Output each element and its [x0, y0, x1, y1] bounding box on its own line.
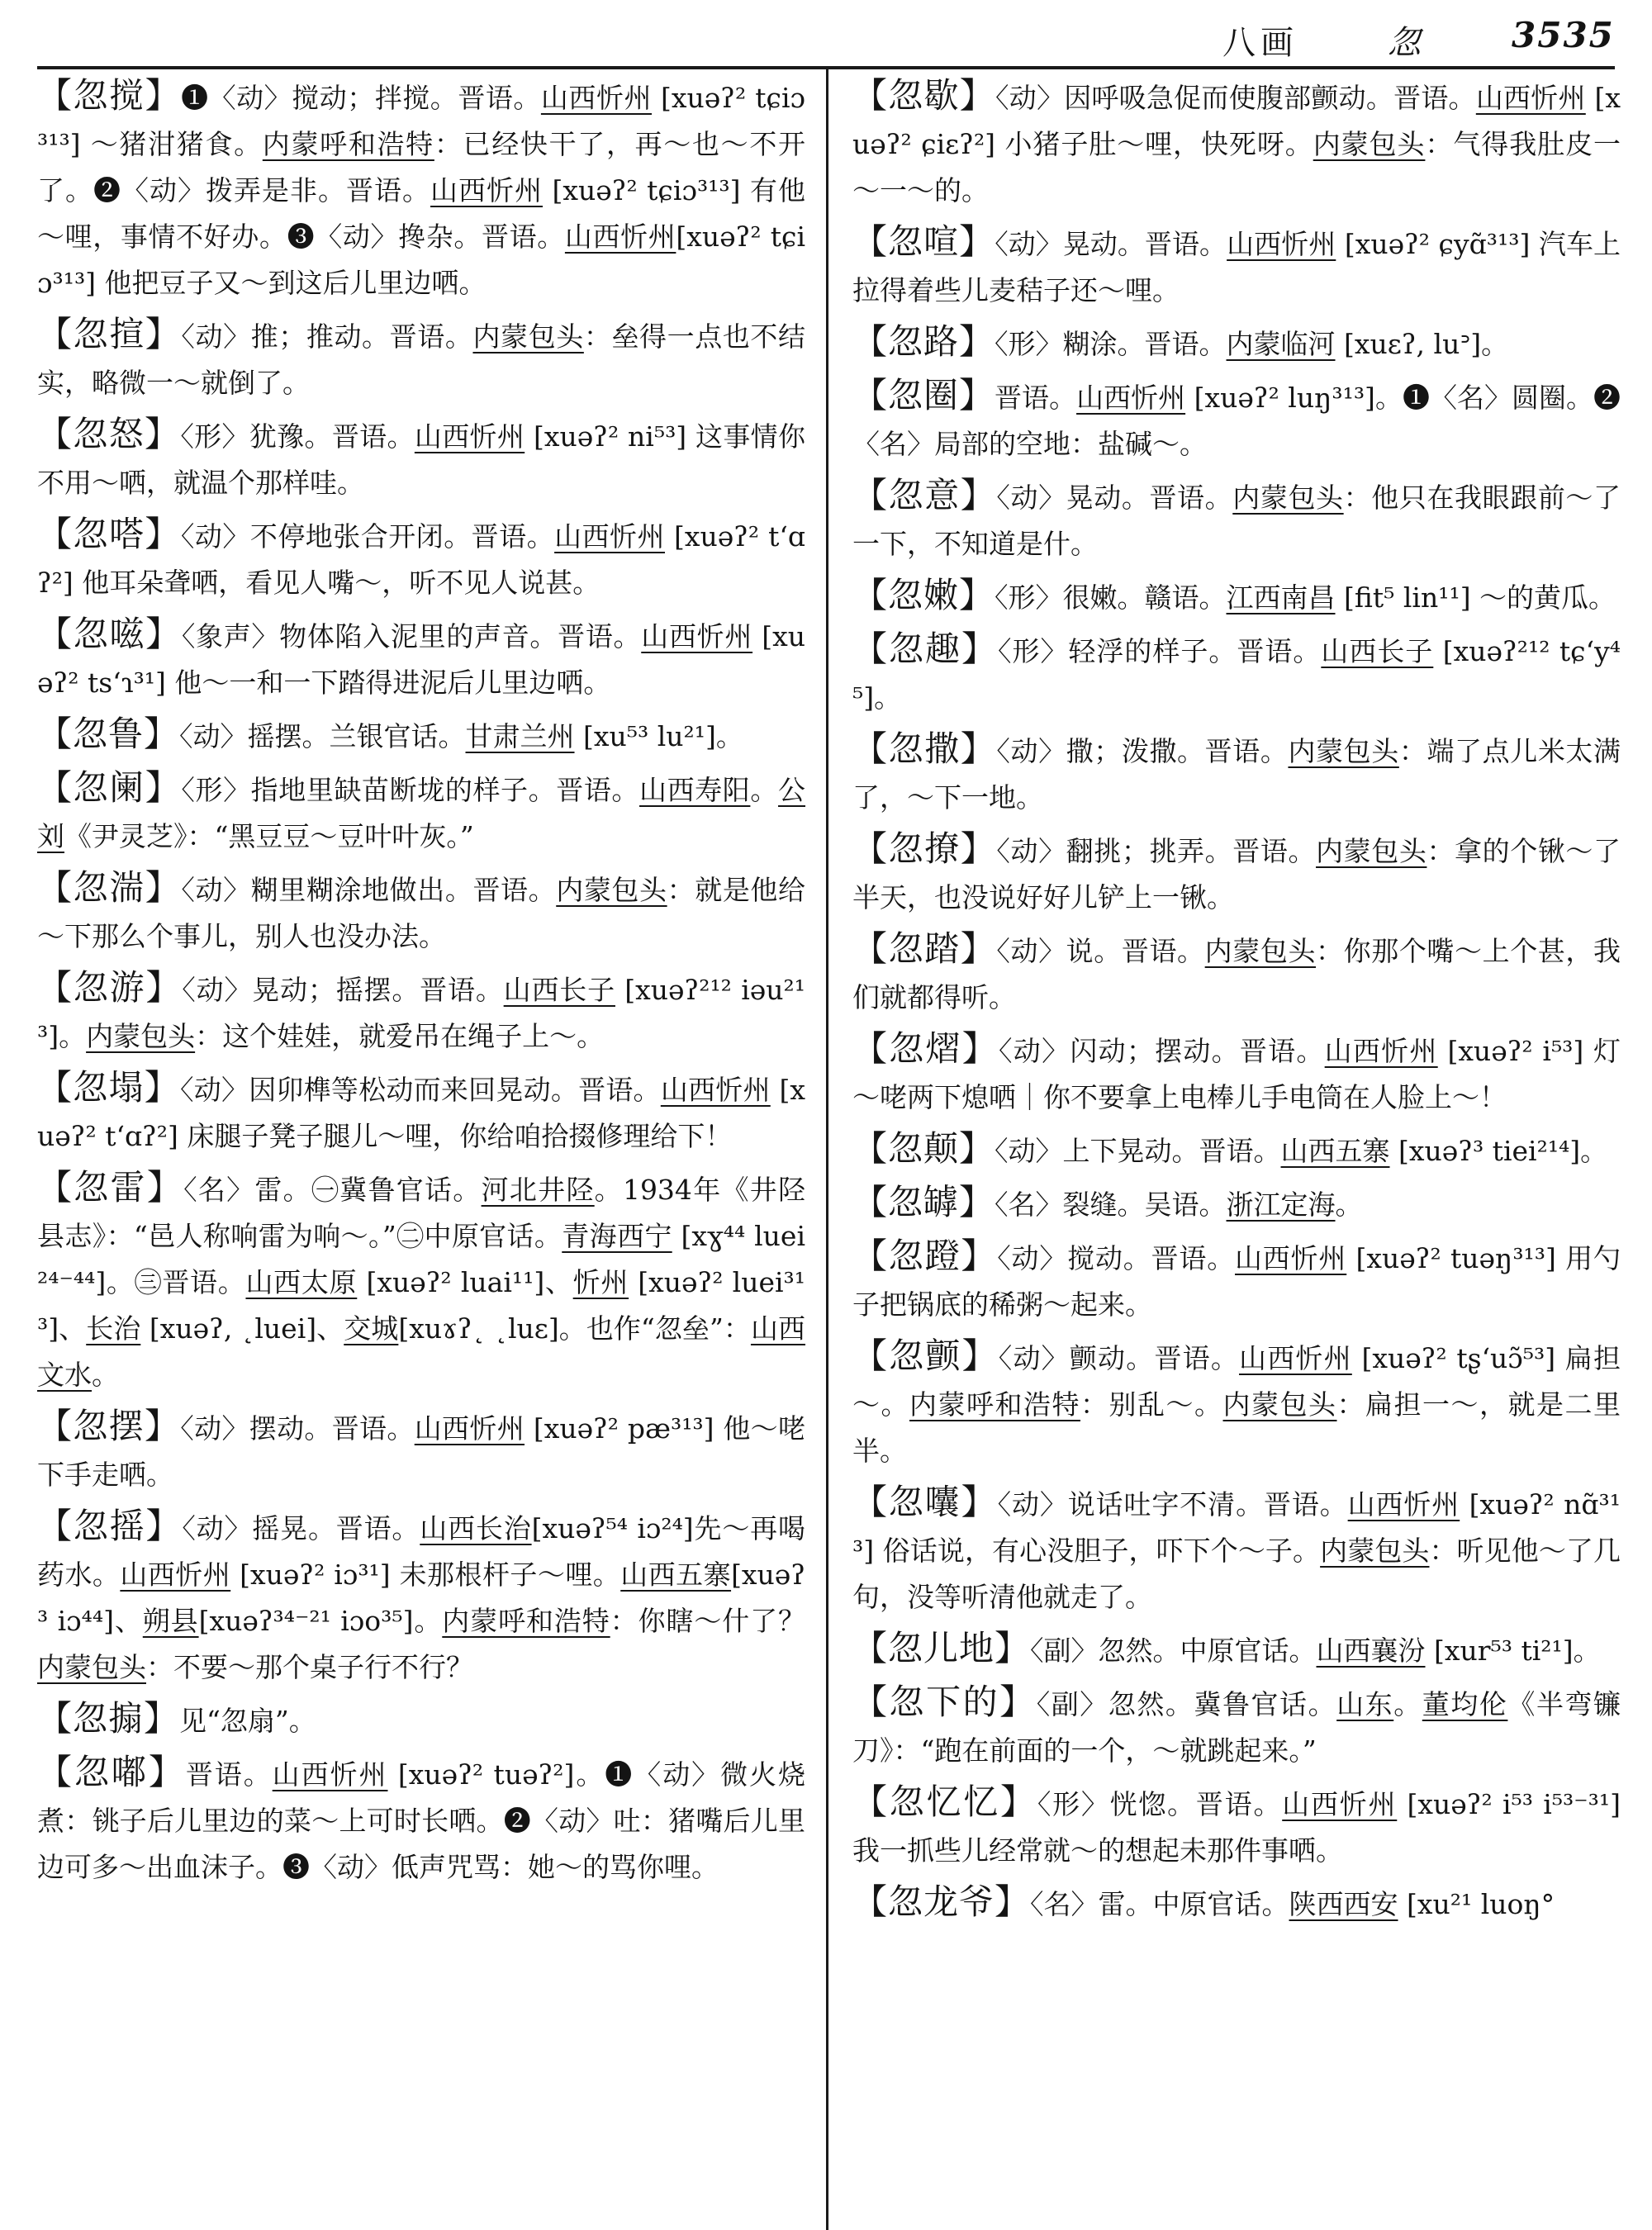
entry-headword: 【忽怒】 [37, 414, 181, 454]
entry-place-name: 山西忻州 [1324, 1035, 1438, 1067]
entry-text: [xuəʔ² tɕiɔ³¹³] 他把豆子又～到这后儿里边哂。 [37, 221, 806, 299]
entry-text: 〈动〉翻挑；挑弄。晋语。 [996, 835, 1317, 867]
running-headword: 忽 [1388, 24, 1421, 62]
dictionary-entry [37, 73, 805, 306]
page-number: 3535 [1512, 15, 1615, 55]
entry-headword: 【忽罅】 [852, 1182, 995, 1222]
entry-text: ：他只在我眼跟前～了一下，不知道是什。 [852, 482, 1621, 560]
dictionary-entry [37, 865, 805, 960]
entry-place-name: 内蒙包头 [1313, 128, 1426, 160]
entry-text: [xuɤʔ˛ ˛luɛ]。也作“忽垒”： [398, 1312, 751, 1345]
entry-headword: 【忽摇】 [37, 1506, 183, 1546]
dictionary-entry [852, 572, 1621, 621]
entry-text: [xuəʔ² i⁵³ i⁵³⁻³¹] 我一抓些儿经常就～的想起未那件事哂。 [852, 1788, 1621, 1867]
entry-headword: 【忽嫩】 [852, 575, 995, 615]
entry-headword: 【忽鲁】 [37, 714, 180, 754]
dictionary-entry [37, 1696, 805, 1744]
entry-text: 〈名〉雷。㊀冀鲁官话。 [183, 1174, 482, 1206]
entry-place-name: 山西长子 [503, 974, 615, 1006]
entry-text: 见“忽扇”。 [179, 1705, 316, 1737]
entry-text: ：别乱～。 [1080, 1388, 1223, 1421]
entry-text: [xuəʔ²¹² tɕʻy⁴⁵]。 [852, 635, 1621, 714]
entry-headword: 【忽圈】 [852, 375, 995, 415]
entry-text: ❶〈动〉搅动；拌搅。晋语。 [181, 82, 541, 114]
entry-text: [xuəʔ³⁴⁻²¹ iɔo³⁵]。 [198, 1605, 443, 1637]
entry-text: [fit⁵ lin¹¹] ～的黄瓜。 [1335, 581, 1616, 614]
entry-text: 〈形〉犹豫。晋语。 [180, 420, 415, 453]
entry-headword: 【忽游】 [37, 967, 183, 1008]
entry-place-name: 山西忻州 [554, 520, 665, 553]
entry-text: [xuəʔ² luai¹¹]、 [357, 1266, 573, 1298]
dictionary-entry [852, 1233, 1621, 1328]
entry-text: 〈动〉糊里糊涂地做出。晋语。 [181, 874, 557, 906]
entry-text: [xuəʔ² pæ³¹³] 他～咾下手走哂。 [37, 1412, 805, 1491]
entry-text: [xuəʔ² tɕiɔ³¹³] 有他～哩，事情不好办。❸〈动〉搀杂。晋语。 [37, 174, 805, 253]
entry-text: 晋语。 [185, 1758, 273, 1791]
entry-place-name: 山西忻州 [272, 1758, 388, 1791]
entry-place-name: 董均伦 [1422, 1688, 1508, 1720]
entry-place-name: 山西太原 [245, 1266, 358, 1298]
entry-text: 〈动〉说话吐字不清。晋语。 [997, 1488, 1348, 1521]
entry-place-name: 江西南昌 [1226, 581, 1336, 614]
entry-text: ：端了点儿米太满了，～下一地。 [852, 735, 1621, 814]
entry-place-name: 内蒙包头 [1222, 1388, 1337, 1421]
entry-place-name: 内蒙包头 [1288, 735, 1399, 767]
entry-place-name: 山西寿阳 [639, 774, 751, 806]
entry-headword: 【忽儿地】 [852, 1628, 1031, 1668]
entry-text: [xuəʔ² i⁵³] 灯～咾两下熄哂｜你不要拿上电棒儿手电筒在人脸上～！ [852, 1035, 1621, 1113]
entry-text: [xuəʔ² tʂʻuɔ̃⁵³] 扁担～。 [852, 1342, 1621, 1421]
entry-text: 《半弯镰刀》：“跑在前面的一个，～就跳起来。” [852, 1688, 1621, 1767]
dictionary-entry [37, 1503, 805, 1691]
dictionary-entry [37, 711, 805, 760]
entry-text: 〈动〉撒；泼撒。晋语。 [996, 735, 1289, 767]
entry-headword: 【忽歇】 [852, 75, 995, 116]
left-column [37, 73, 805, 1896]
entry-text: 〈动〉不停地张合开闭。晋语。 [180, 520, 555, 553]
entry-place-name: 河北井陉 [481, 1174, 595, 1206]
dictionary-entry [852, 1679, 1621, 1774]
dictionary-entry [852, 726, 1621, 821]
entry-text: 〈动〉搅动。晋语。 [997, 1242, 1235, 1274]
dictionary-entry [852, 1479, 1621, 1620]
entry-place-name: 甘肃兰州 [465, 720, 575, 752]
entry-text: [xu⁵³ lu²¹]。 [574, 720, 743, 752]
dictionary-entry [37, 1403, 805, 1498]
entry-place-name: 内蒙包头 [1316, 835, 1427, 867]
entry-place-name: 浙江定海 [1226, 1189, 1336, 1221]
dictionary-entry [37, 311, 805, 406]
entry-text: 〈动〉颤动。晋语。 [998, 1342, 1240, 1374]
dictionary-entry [852, 626, 1621, 721]
entry-text: [xuəʔ² ni⁵³] 这事情你不用～哂，就温个那样哇。 [37, 420, 806, 499]
entry-headword: 【忽忆忆】 [852, 1782, 1037, 1822]
entry-text: [xuəʔ, ˛luei]、 [140, 1312, 344, 1345]
entry-headword: 【忽塌】 [37, 1067, 180, 1108]
entry-headword: 【忽嘟】 [37, 1752, 186, 1792]
entry-text: 〈动〉晃动。晋语。 [995, 228, 1227, 260]
entry-headword: 【忽颠】 [852, 1128, 995, 1169]
entry-place-name: 山西忻州 [1239, 1342, 1352, 1374]
entry-headword: 【忽雷】 [37, 1167, 184, 1208]
entry-place-name: 青海西宁 [562, 1220, 672, 1252]
entry-headword: 【忽踏】 [852, 928, 997, 969]
entry-place-name: 山西襄汾 [1316, 1635, 1426, 1667]
entry-headword: 【忽龙爷】 [852, 1881, 1031, 1922]
dictionary-entry [37, 765, 805, 860]
entry-text: [xuəʔ² nɑ̃³¹³] 俗话说，有心没胆子，吓下个～子。 [852, 1488, 1621, 1567]
entry-place-name: 山西忻州 [414, 420, 525, 453]
entry-text: 〈动〉闪动；摆动。晋语。 [999, 1035, 1325, 1067]
entry-text: ：你瞎～什了？ [610, 1605, 806, 1637]
entry-place-name: 山西长子 [1321, 635, 1434, 667]
dictionary-entry [852, 826, 1621, 921]
entry-text: 。 [1393, 1688, 1422, 1720]
dictionary-entry [852, 1179, 1621, 1228]
entry-text: [xuəʔ² tuəŋ³¹³] 用勺子把锅底的稀粥～起来。 [852, 1242, 1621, 1321]
dictionary-entry [852, 1625, 1621, 1674]
entry-place-name: 内蒙呼和浩特 [909, 1388, 1080, 1421]
entry-place-name: 山西忻州 [1475, 82, 1586, 114]
entry-place-name: 山西忻州 [1235, 1242, 1347, 1274]
entry-headword: 【忽颤】 [852, 1336, 999, 1376]
entry-place-name: 山西五寨 [1280, 1135, 1390, 1167]
entry-place-name: 山西忻州 [540, 82, 652, 114]
entry-text: 〈动〉因卯榫等松动而来回晃动。晋语。 [179, 1074, 661, 1106]
entry-text: 〈动〉上下晃动。晋语。 [995, 1135, 1281, 1167]
entry-text: 〈名〉雷。中原官话。 [1030, 1888, 1289, 1920]
entry-place-name: 内蒙包头 [86, 1020, 196, 1052]
entry-place-name: 山西忻州 [660, 1074, 771, 1106]
entry-place-name: 交城 [344, 1312, 399, 1345]
entry-place-name: 山西忻州 [1282, 1788, 1398, 1820]
entry-headword: 【忽囔】 [852, 1482, 998, 1522]
dictionary-entry [852, 472, 1621, 567]
dictionary-entry [852, 1126, 1621, 1174]
entry-text: ：拿的个锹～了半天，也没说好好儿铲上一锹。 [852, 835, 1621, 913]
entry-place-name: 山西忻州 [641, 620, 753, 652]
entry-text: ：听见他～了几句，没等听清他就走了。 [852, 1535, 1621, 1613]
dictionary-entry [37, 611, 805, 706]
entry-text: [xɣ⁴⁴ luei²⁴⁻⁴⁴]。㊂晋语。 [37, 1220, 806, 1298]
entry-text: [xuɛʔ, luᐣ]。 [1335, 328, 1509, 360]
entry-headword: 【忽下的】 [852, 1682, 1037, 1722]
entry-place-name: 山西忻州 [1227, 228, 1336, 260]
entry-place-name: 山西忻州 [564, 221, 676, 253]
section-label: 八画 [1222, 24, 1298, 62]
entry-headword: 【忽撩】 [852, 828, 997, 869]
entry-text: 〈副〉忽然。冀鲁官话。 [1036, 1688, 1337, 1720]
entry-text: ：扁担一～，就是二里半。 [852, 1388, 1621, 1467]
entry-text: 晋语。 [995, 382, 1077, 414]
dictionary-entry [852, 319, 1621, 368]
entry-text: [xuəʔ² ɕiɛʔ²] 小猪子肚～哩，快死呀。 [852, 82, 1621, 160]
entry-text: [xuəʔ² tsʻɿ³¹] 他～一和一下踏得进泥后儿里边哂。 [37, 620, 805, 699]
entry-text: 〈动〉摆动。晋语。 [180, 1412, 415, 1445]
dictionary-entry [37, 1749, 805, 1891]
dictionary-entry [852, 1333, 1621, 1474]
entry-text: ：就是他给～下那么个事儿，别人也没办法。 [37, 874, 806, 952]
entry-headword: 【忽趣】 [852, 629, 998, 669]
dictionary-entry [37, 1165, 805, 1398]
page-header [0, 0, 1652, 64]
entry-place-name: 山西忻州 [120, 1559, 231, 1591]
entry-text: [xuəʔ³ tiei²¹⁴]。 [1389, 1135, 1608, 1167]
entry-place-name: 内蒙呼和浩特 [262, 128, 434, 160]
entry-text: 〈象声〉物体陷入泥里的声音。晋语。 [181, 620, 642, 652]
entry-place-name: 内蒙包头 [1320, 1535, 1430, 1567]
entry-text: 〈形〉糊涂。晋语。 [995, 328, 1227, 360]
entry-text: 《尹灵芝》：“黑豆豆～豆叶叶灰。” [64, 820, 474, 852]
dictionary-entry [852, 372, 1621, 467]
entry-place-name: 山西忻州 [1076, 382, 1186, 414]
entry-text: 〈副〉忽然。中原官话。 [1030, 1635, 1317, 1667]
entry-text: 〈形〉恍惚。晋语。 [1037, 1788, 1283, 1820]
entry-text: 〈动〉摇摆。兰银官话。 [179, 720, 466, 752]
entry-text: 〈动〉摇晃。晋语。 [182, 1512, 420, 1544]
entry-text: ：垒得一点也不结实，略微一～就倒了。 [37, 320, 806, 399]
entry-headword: 【忽意】 [852, 475, 997, 515]
entry-text: 。 [1335, 1189, 1363, 1221]
entry-text: [xuəʔ²¹² iəu²¹³]。 [37, 974, 806, 1052]
entry-place-name: 内蒙包头 [556, 874, 667, 906]
dictionary-entry [37, 1065, 805, 1160]
entry-place-name: 内蒙包头 [1204, 935, 1317, 967]
entry-headword: 【忽阑】 [37, 767, 182, 808]
entry-place-name: 山西长治 [420, 1512, 532, 1544]
entry-text: 。 [750, 774, 779, 806]
entry-headword: 【忽搧】 [37, 1698, 180, 1739]
entry-headword: 【忽喧】 [852, 221, 995, 262]
entry-headword: 【忽路】 [852, 321, 995, 362]
entry-place-name: 山西忻州 [1347, 1488, 1460, 1521]
dictionary-entry [852, 926, 1621, 1021]
entry-headword: 【忽湍】 [37, 867, 182, 908]
entry-text: [xur⁵³ ti²¹]。 [1425, 1635, 1601, 1667]
entry-text: 。 [92, 1359, 119, 1391]
entry-text: [xuəʔ² luei³¹³]、 [37, 1266, 806, 1345]
column-divider [826, 69, 828, 2230]
entry-headword: 【忽蹬】 [852, 1236, 998, 1276]
dictionary-entry [37, 511, 805, 606]
entry-text: ：这个娃娃，就爱吊在绳子上～。 [195, 1020, 605, 1052]
entry-place-name: 内蒙包头 [472, 320, 584, 353]
entry-text: [xuəʔ² luŋ³¹³]。❶〈名〉圆圈。❷〈名〉局部的空地：盐碱～。 [852, 382, 1621, 460]
entry-text: [xuəʔ² tʻɑʔ²] 床腿子凳子腿儿～哩，你给咱拾掇修理给下！ [37, 1074, 805, 1152]
entry-place-name: 内蒙呼和浩特 [442, 1605, 610, 1637]
entry-headword: 【忽嗒】 [37, 514, 181, 554]
entry-text: [xuəʔ² iɔ³¹] 未那根杆子～哩。 [230, 1559, 621, 1591]
entry-headword: 【忽摆】 [37, 1406, 181, 1446]
entry-place-name: 陕西西安 [1289, 1888, 1398, 1920]
entry-text: 〈动〉因呼吸急促而使腹部颤动。晋语。 [995, 82, 1476, 114]
entry-place-name: 内蒙临河 [1226, 328, 1336, 360]
entry-place-name: 山西忻州 [414, 1412, 525, 1445]
entry-place-name: 山西文水 [37, 1312, 806, 1391]
entry-text: [xu²¹ luoŋ° [1398, 1888, 1555, 1920]
entry-text: [xuəʔ² tɕiɔ³¹³] ～猪泔猪食。 [37, 82, 805, 160]
entry-text: ：不要～那个桌子行不行？ [146, 1651, 473, 1683]
entry-text: 〈形〉很嫩。赣语。 [995, 581, 1227, 614]
entry-text: [xuəʔ² tuəʔ²]。❶〈动〉微火烧煮：铫子后儿里边的菜～上可时长哂。❷〈动〉吐：猪嘴后儿里边可多～出血沫子。❸〈动〉低声咒骂：她～的骂你哩。 [37, 1758, 806, 1883]
entry-text: 〈形〉轻浮的样子。晋语。 [997, 635, 1322, 667]
entry-headword: 【忽揎】 [37, 314, 182, 354]
entry-place-name: 山西五寨 [620, 1559, 732, 1591]
entry-text: 〈形〉指地里缺苗断垅的样子。晋语。 [181, 774, 640, 806]
entry-place-name: 内蒙包头 [37, 1651, 146, 1683]
entry-text: 〈名〉裂缝。吴语。 [995, 1189, 1227, 1221]
dictionary-entry [37, 965, 805, 1060]
entry-text: [xuəʔ⁵⁴ iɔ²⁴]先～再喝药水。 [37, 1512, 805, 1591]
entry-headword: 【忽嗞】 [37, 614, 182, 654]
entry-text: 。1934年《井陉县志》：“邑人称响雷为响～。”㊁中原官话。 [37, 1174, 806, 1252]
entry-text: 〈动〉晃动。晋语。 [996, 482, 1233, 514]
entry-headword: 【忽搅】 [37, 75, 182, 116]
entry-place-name: 公刘 [37, 774, 806, 852]
entry-place-name: 山西忻州 [430, 174, 543, 206]
dictionary-entry [852, 219, 1621, 314]
dictionary-entry [852, 73, 1621, 214]
entry-text: 〈动〉晃动；摇摆。晋语。 [182, 974, 504, 1006]
entry-text: [xuəʔ² tʻɑʔ²] 他耳朵聋哂，看见人嘴～，听不见人说甚。 [37, 520, 805, 599]
entry-text: ：已经快干了，再～也～不开了。❷〈动〉拨弄是非。晋语。 [37, 128, 806, 206]
dictionary-entry [852, 1026, 1621, 1121]
dictionary-entry [852, 1779, 1621, 1874]
entry-text: ：气得我肚皮一～一～的。 [852, 128, 1621, 206]
entry-place-name: 忻州 [572, 1266, 629, 1298]
entry-headword: 【忽撒】 [852, 728, 997, 769]
dictionary-entry [852, 1879, 1621, 1928]
entry-place-name: 山东 [1336, 1688, 1394, 1720]
dictionary-entry [37, 411, 805, 506]
entry-headword: 【忽熠】 [852, 1028, 999, 1069]
right-column [852, 73, 1621, 1933]
entry-text: 〈动〉说。晋语。 [996, 935, 1205, 967]
entry-place-name: 内蒙包头 [1232, 482, 1344, 514]
entry-text: [xuəʔ² ɕyɑ̃³¹³] 汽车上拉得着些儿麦秸子还～哩。 [852, 228, 1621, 306]
entry-text: 〈动〉推；推动。晋语。 [181, 320, 473, 353]
entry-text: [xuəʔ³ iɔ⁴⁴]、 [37, 1559, 806, 1637]
entry-place-name: 朔县 [142, 1605, 199, 1637]
entry-place-name: 长治 [86, 1312, 141, 1345]
entry-text: ：你那个嘴～上个甚，我们就都得听。 [852, 935, 1621, 1013]
